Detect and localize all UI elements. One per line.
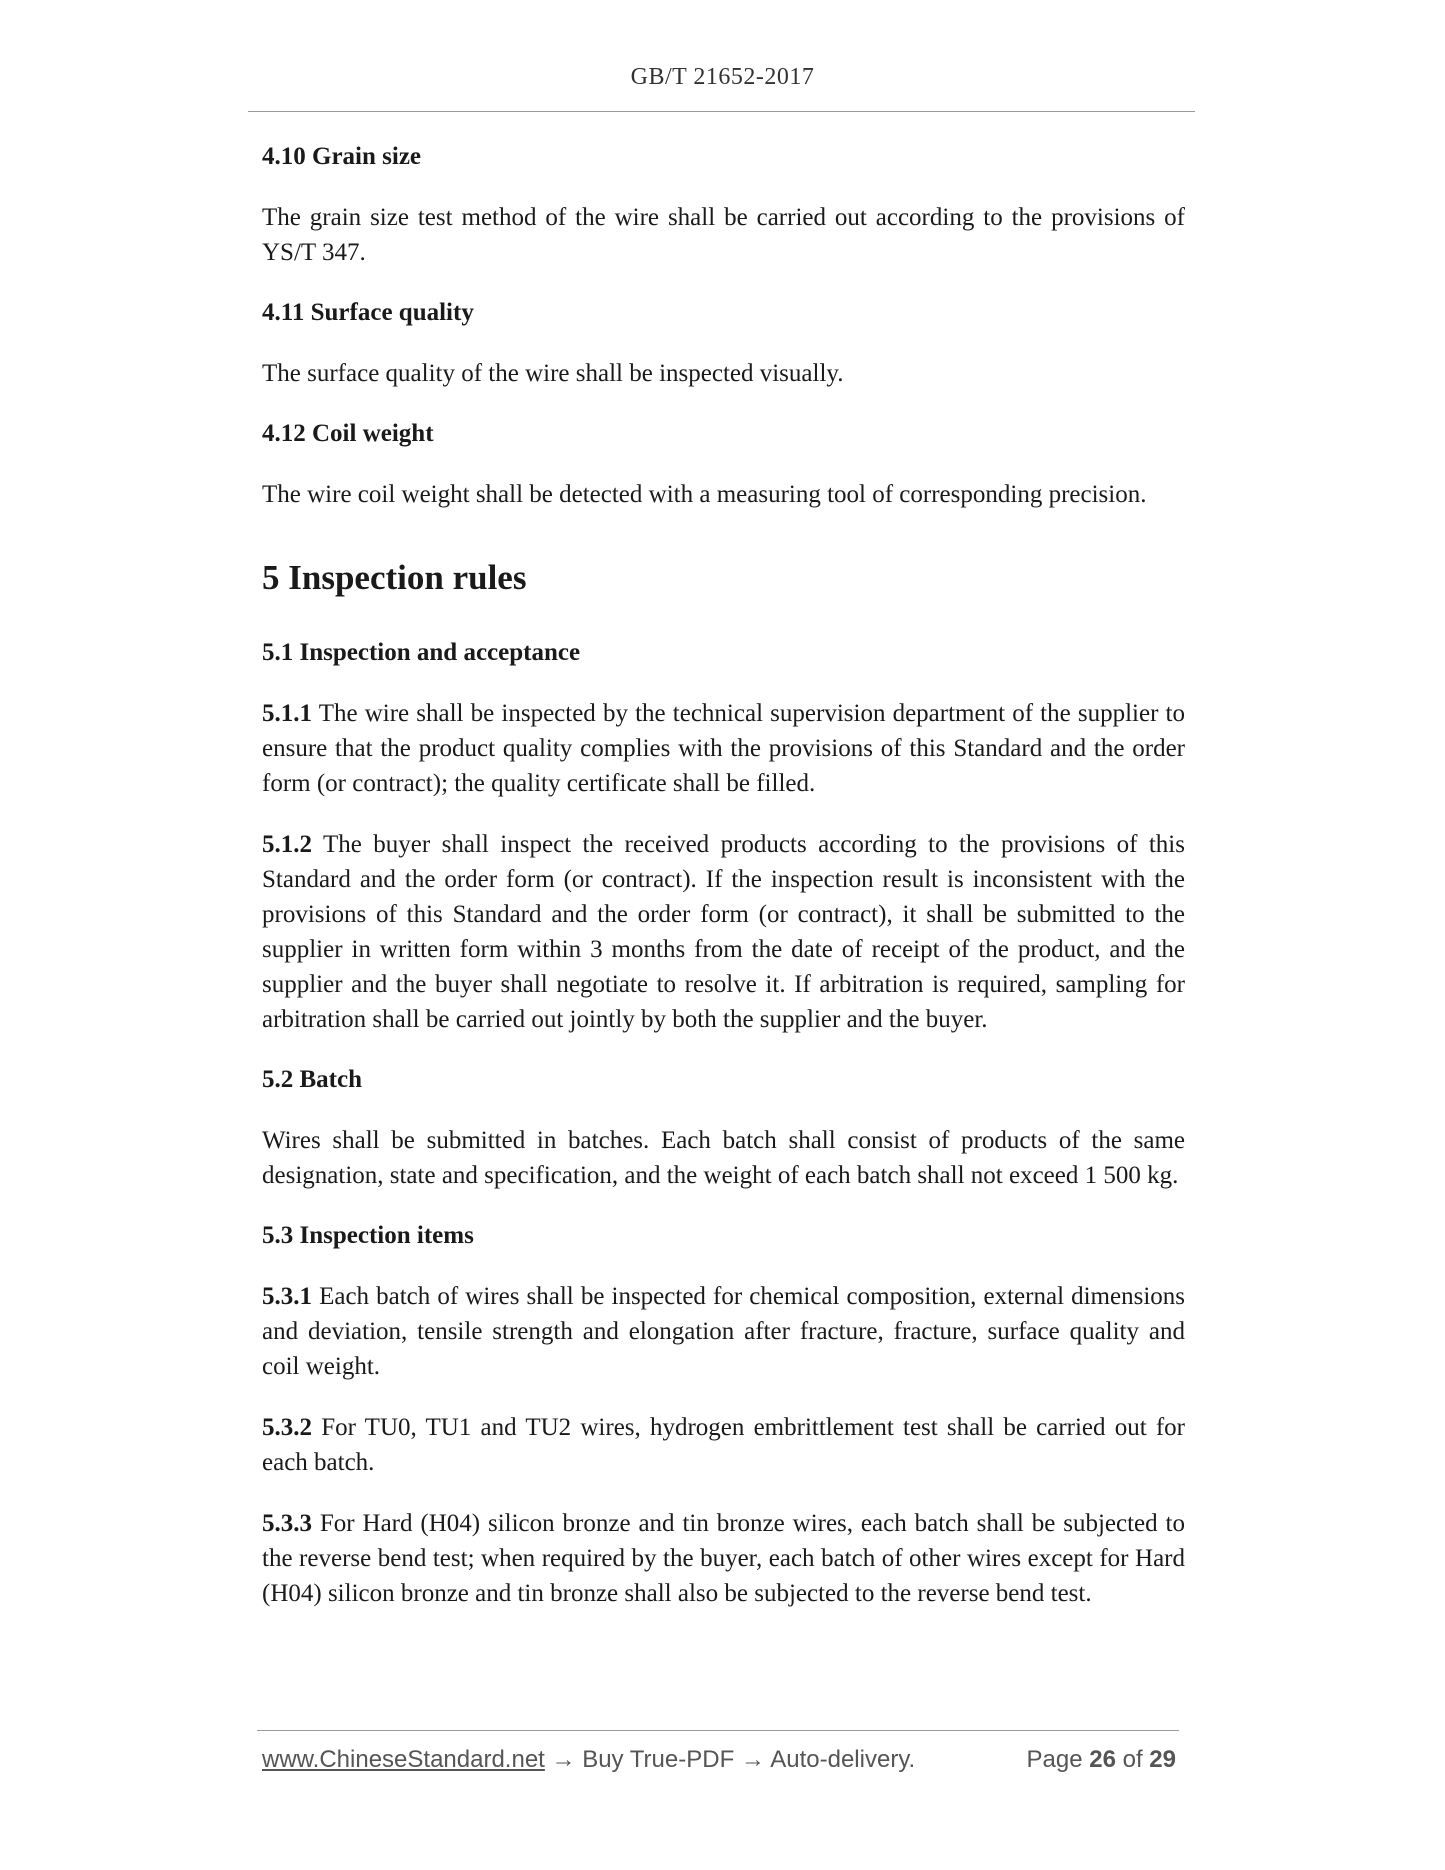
section-text-4-10: The grain size test method of the wire shall be carried out according to the provisions of YS/T 347.	[262, 204, 1185, 266]
footer-promo	[262, 1746, 915, 1774]
website-link[interactable]: www.ChineseStandard.net	[262, 1746, 545, 1773]
section-heading-5-3: 5.3 Inspection items	[262, 1222, 474, 1249]
clause-text: Each batch of wires shall be inspected for chemical composition, external dimensions and deviation, tensile strength and elongation after fracture, fracture, surface quality and coil weight.	[262, 1283, 1185, 1380]
clause-5-1-2	[262, 827, 1185, 1037]
page-label: Page	[1026, 1746, 1090, 1773]
page-footer	[262, 1746, 1180, 1780]
section-heading-5-2: 5.2 Batch	[262, 1066, 362, 1093]
clause-number: 5.3.1	[262, 1283, 312, 1310]
clause-number: 5.1.2	[262, 831, 312, 858]
clause-5-3-2	[262, 1410, 1185, 1480]
clause-number: 5.1.1	[262, 700, 312, 727]
clause-number: 5.3.3	[262, 1510, 312, 1537]
section-heading-4-11: 4.11 Surface quality	[262, 299, 474, 326]
buy-true-pdf-text: Buy True-PDF	[582, 1746, 735, 1773]
section-heading-4-10: 4.10 Grain size	[262, 143, 422, 170]
clause-5-3-3	[262, 1506, 1185, 1611]
auto-delivery-text: Auto-delivery.	[770, 1746, 916, 1773]
clause-text: The buyer shall inspect the received products according to the provisions of this Standard and the order form (or contract). If the inspection result is inconsistent with the provisions of this Standard and the order form (or contract), it shall be submitted to the supplier in written form within 3 months from the date of receipt of the product, and the supplier and the buyer shall negotiate to resolve it. If arbitration is required, sampling for arbitration shall be carried out jointly by both the supplier and the buyer.	[262, 831, 1185, 1033]
section-text-4-11: The surface quality of the wire shall be inspected visually.	[262, 360, 844, 387]
current-page-number: 26	[1089, 1746, 1116, 1773]
arrow-icon: →	[734, 1746, 771, 1773]
section-heading-4-12: 4.12 Coil weight	[262, 420, 434, 447]
clause-5-3-1	[262, 1279, 1185, 1384]
chapter-heading-5: 5 Inspection rules	[262, 558, 527, 597]
clause-text: The wire shall be inspected by the technical supervision department of the supplier to ensure that the product quality complies with the provisions of this Standard and the order form (or contract); the quality certificate shall be filled.	[262, 700, 1185, 797]
section-text-5-2: Wires shall be submitted in batches. Each batch shall consist of products of the same designation, state and specification, and the weight of each batch shall not exceed 1 500 kg.	[262, 1127, 1185, 1189]
section-heading-5-1: 5.1 Inspection and acceptance	[262, 639, 581, 666]
header-divider	[248, 111, 1195, 112]
document-body	[262, 140, 1185, 1637]
clause-number: 5.3.2	[262, 1414, 312, 1441]
total-page-number: 29	[1149, 1746, 1176, 1773]
page-indicator	[1027, 1746, 1176, 1774]
clause-5-1-1	[262, 696, 1185, 801]
arrow-icon: →	[544, 1746, 583, 1773]
page-of-label: of	[1115, 1746, 1150, 1773]
clause-text: For TU0, TU1 and TU2 wires, hydrogen embrittlement test shall be carried out for each batch.	[262, 1414, 1185, 1476]
footer-divider	[257, 1730, 1179, 1731]
document-header-title: GB/T 21652-2017	[630, 64, 815, 90]
section-text-4-12: The wire coil weight shall be detected with a measuring tool of corresponding precision.	[262, 481, 1147, 508]
clause-text: For Hard (H04) silicon bronze and tin bronze wires, each batch shall be subjected to the reverse bend test; when required by the buyer, each batch of other wires except for Hard (H04) silicon bronze and tin bronze shall also be subjected to the reverse bend test.	[262, 1510, 1185, 1607]
